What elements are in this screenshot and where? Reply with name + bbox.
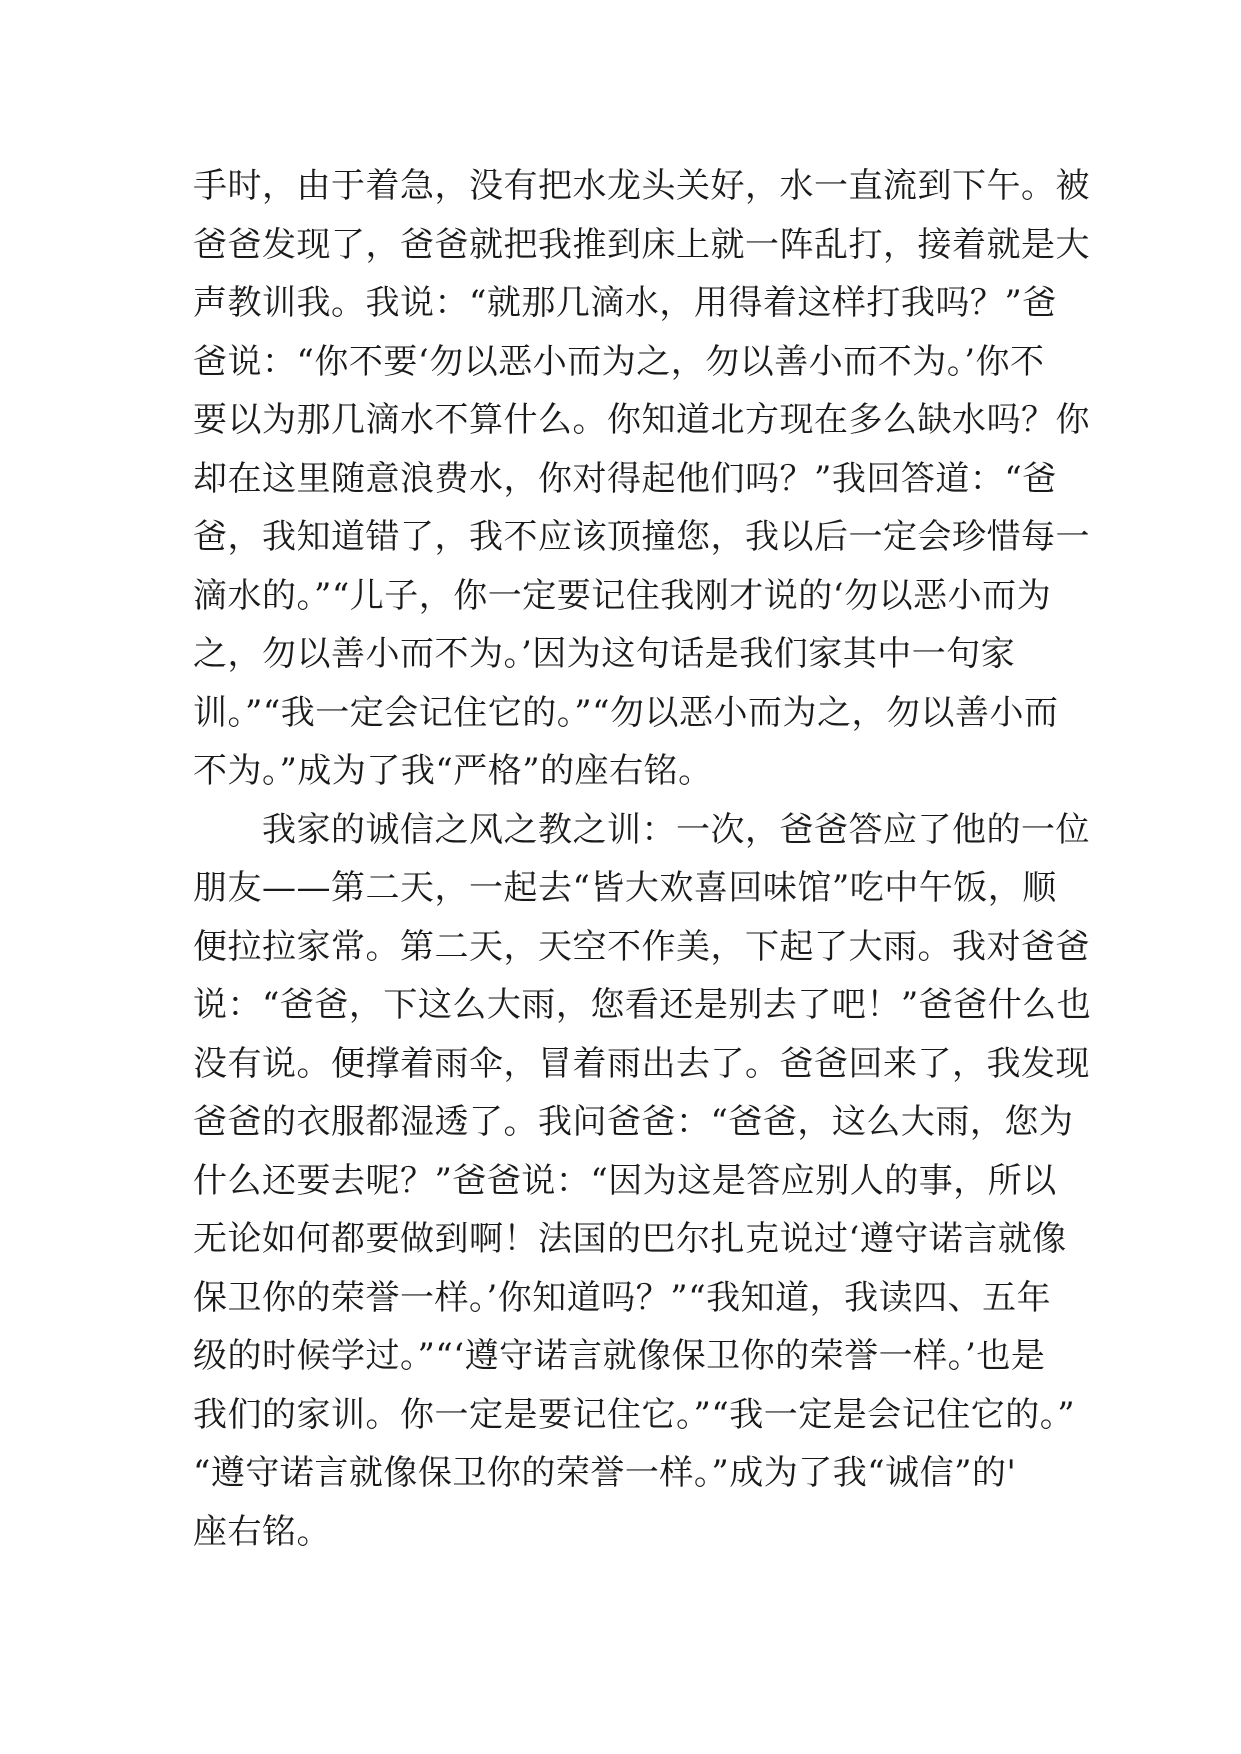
text-line: 爸爸发现了，爸爸就把我推到床上就一阵乱打，接着就是大 <box>193 224 1090 265</box>
text-line: 之，勿以善小而不为。’因为这句话是我们家其中一句家 <box>193 634 1016 674</box>
text-line: 却在这里随意浪费水，你对得起他们吗？”我回答道：“爸 <box>193 458 1057 499</box>
text-line: 座右铭。 <box>193 1511 331 1552</box>
text-line: 保卫你的荣誉一样。’你知道吗？”“我知道，我读四、五年 <box>193 1277 1052 1318</box>
text-line: 我们的家训。你一定是要记住它。”“我一定是会记住它的。” <box>193 1394 1076 1435</box>
text-line: 爸，我知道错了，我不应该顶撞您，我以后一定会珍惜每一 <box>193 517 1090 557</box>
text-line: 爸爸的衣服都湿透了。我问爸爸：“爸爸，这么大雨，您为 <box>193 1102 1074 1142</box>
text-line: 朋友——第二天，一起去“皆大欢喜回味馆”吃中午饭，顺 <box>193 868 1057 908</box>
text-line: “遵守诺言就像保卫你的荣誉一样。”成为了我“诚信”的' <box>193 1453 1017 1493</box>
text-line: 不为。”成为了我“严格”的座右铭。 <box>193 751 713 791</box>
text-line: 没有说。便撑着雨伞，冒着雨出去了。爸爸回来了，我发现 <box>193 1043 1090 1084</box>
text-line: 要以为那几滴水不算什么。你知道北方现在多么缺水吗？你 <box>193 400 1090 440</box>
text-line: 级的时候学过。”“‘遵守诺言就像保卫你的荣誉一样。’也是 <box>193 1336 1046 1376</box>
text-line: 什么还要去呢？”爸爸说：“因为这是答应别人的事，所以 <box>193 1160 1057 1201</box>
text-line: 声教训我。我说：“就那几滴水，用得着这样打我吗？”爸 <box>193 283 1057 323</box>
text-line: 无论如何都要做到啊！法国的巴尔扎克说过‘遵守诺言就像 <box>193 1219 1067 1259</box>
text-line: 说：“爸爸，下这么大雨，您看还是别去了吧！”爸爸什么也 <box>193 985 1092 1025</box>
text-line: 我家的诚信之风之教之训：一次，爸爸答应了他的一位 <box>193 809 1090 850</box>
text-line: 手时，由于着急，没有把水龙头关好，水一直流到下午。被 <box>193 166 1090 206</box>
text-line: 训。”“我一定会记住它的。”“勿以恶小而为之，勿以善小而 <box>193 692 1059 733</box>
text-line: 爸说：“你不要‘勿以恶小而为之，勿以善小而不为。’你不 <box>193 341 1045 382</box>
body-text <box>193 157 1093 1561</box>
text-line: 便拉拉家常。第二天，天空不作美，下起了大雨。我对爸爸 <box>193 926 1090 967</box>
text-line: 滴水的。”“儿子，你一定要记住我刚才说的‘勿以恶小而为 <box>193 575 1052 616</box>
